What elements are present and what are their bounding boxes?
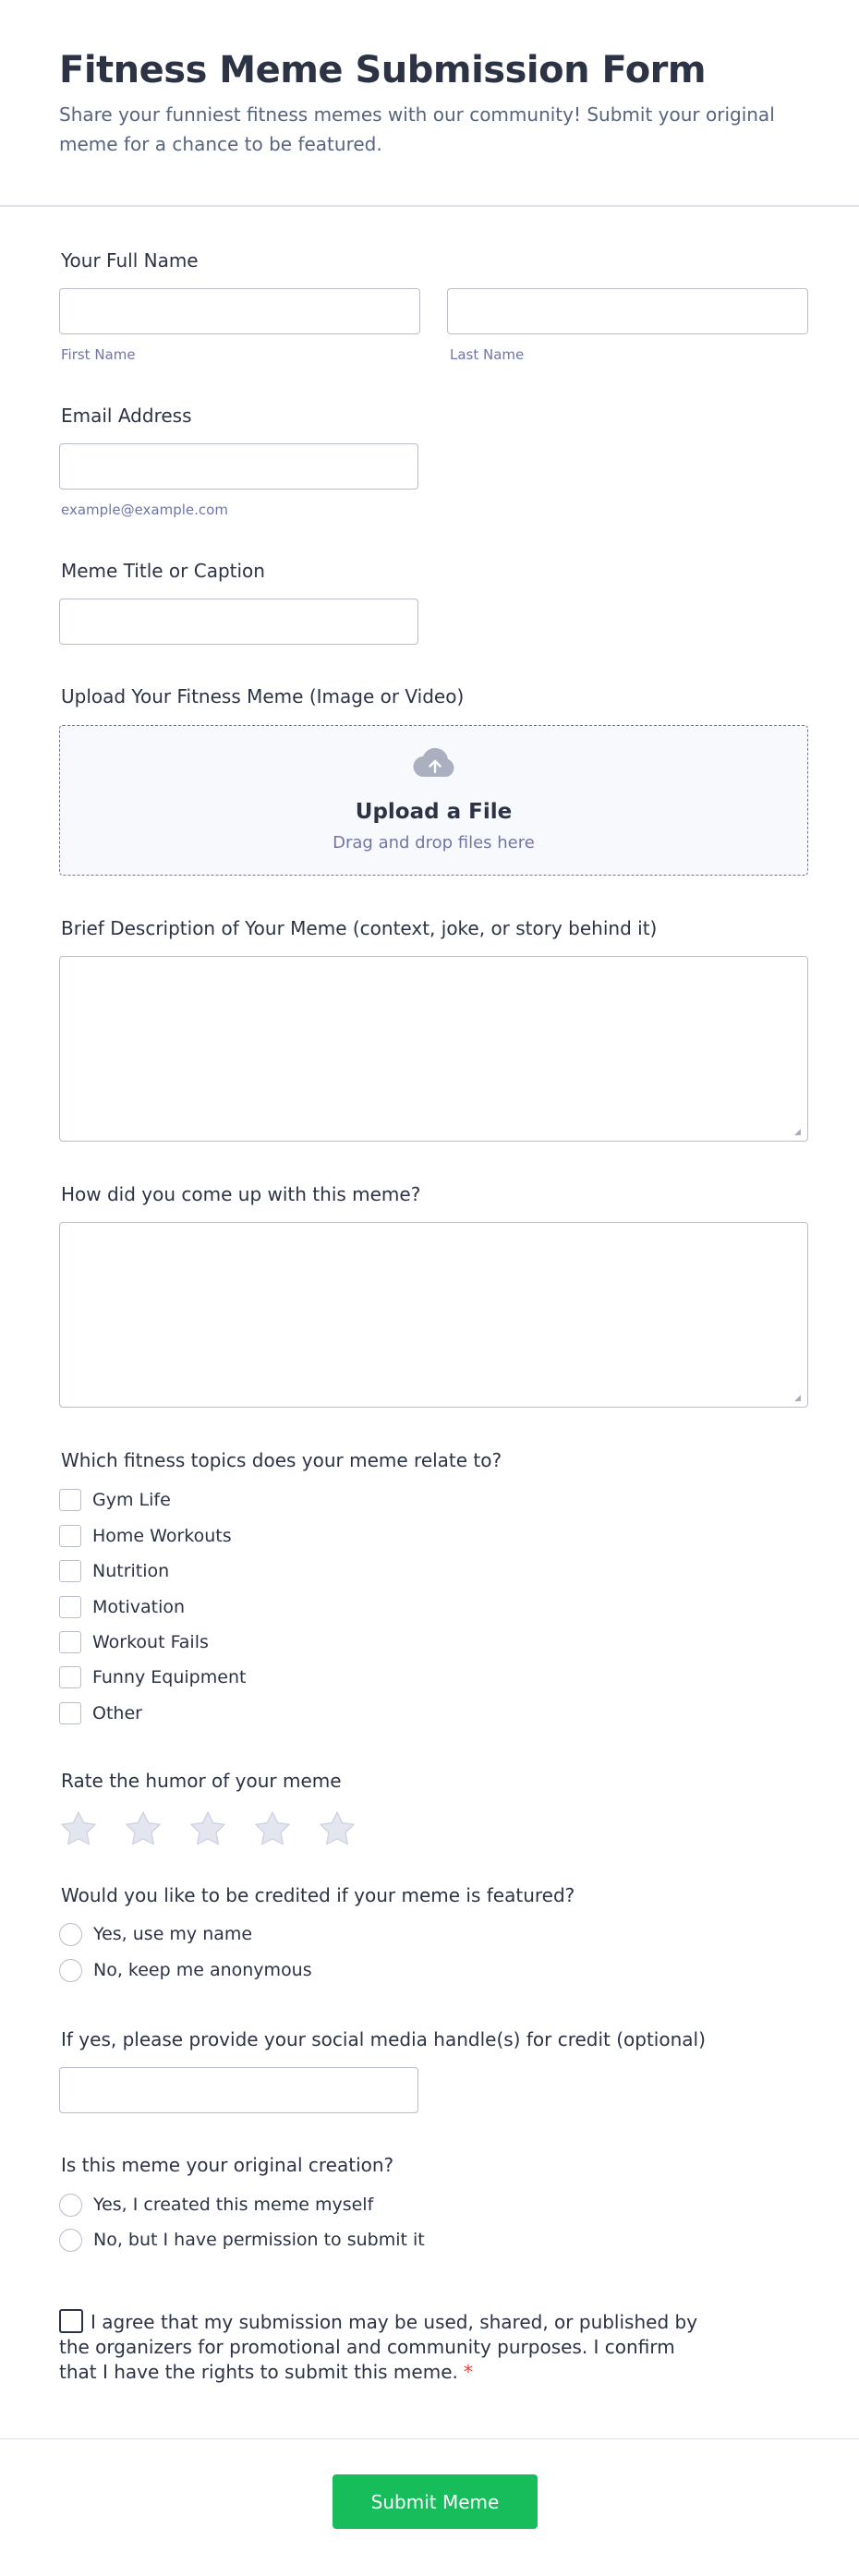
origin-story-label: How did you come up with this meme? <box>61 1183 421 1205</box>
consent-checkbox[interactable] <box>59 2309 83 2333</box>
full-name-label: Your Full Name <box>61 249 199 272</box>
submit-button[interactable]: Submit Meme <box>333 2474 538 2529</box>
original-option-label: Yes, I created this meme myself <box>93 2195 374 2215</box>
topic-label: Other <box>92 1703 142 1723</box>
consent-agreement[interactable] <box>59 2309 706 2385</box>
rating-label: Rate the humor of your meme <box>61 1770 342 1792</box>
radio-button[interactable] <box>59 2194 82 2217</box>
checkbox[interactable] <box>59 1560 81 1582</box>
topic-option-workout-fails[interactable] <box>59 1630 209 1654</box>
star-icon[interactable] <box>59 1810 98 1847</box>
social-handle-input[interactable] <box>59 2067 418 2113</box>
original-option-yes[interactable] <box>59 2193 373 2217</box>
topics-label: Which fitness topics does your meme relate to? <box>61 1449 502 1471</box>
consent-text: I agree that my submission may be used, shared, or published by the organizers for promotional and community purposes. I confirm that I have the rights to submit this meme. <box>59 2311 698 2383</box>
star-icon[interactable] <box>318 1810 357 1847</box>
topic-option-funny-equipment[interactable] <box>59 1665 246 1689</box>
form-header <box>0 0 859 207</box>
upload-hint: Drag and drop files here <box>333 833 535 853</box>
topic-option-other[interactable] <box>59 1701 142 1725</box>
topic-label: Workout Fails <box>92 1632 209 1652</box>
required-mark: * <box>463 2361 473 2383</box>
topic-label: Motivation <box>92 1597 186 1617</box>
credit-option-label: No, keep me anonymous <box>93 1960 312 1980</box>
radio-button[interactable] <box>59 1959 82 1982</box>
meme-title-label: Meme Title or Caption <box>61 560 265 582</box>
checkbox[interactable] <box>59 1702 81 1724</box>
email-input[interactable] <box>59 443 418 490</box>
social-handle-label: If yes, please provide your social media handle(s) for credit (optional) <box>61 2028 706 2050</box>
topic-option-home-workouts[interactable] <box>59 1524 232 1548</box>
topic-option-nutrition[interactable] <box>59 1559 169 1583</box>
original-option-label: No, but I have permission to submit it <box>93 2230 425 2250</box>
cloud-upload-icon <box>413 746 457 780</box>
checkbox[interactable] <box>59 1489 81 1511</box>
resize-handle-icon[interactable]: ◢ <box>794 1394 801 1403</box>
email-sublabel: example@example.com <box>61 502 228 518</box>
form-footer <box>0 2438 859 2576</box>
upload-label: Upload Your Fitness Meme (Image or Video) <box>61 685 465 707</box>
radio-button[interactable] <box>59 2229 82 2252</box>
checkbox[interactable] <box>59 1631 81 1653</box>
upload-title: Upload a File <box>355 800 513 824</box>
credit-option-yes[interactable] <box>59 1922 252 1946</box>
topic-option-gym-life[interactable] <box>59 1488 171 1512</box>
topic-label: Funny Equipment <box>92 1667 247 1687</box>
meme-title-input[interactable] <box>59 599 418 645</box>
file-upload-dropzone[interactable] <box>59 725 808 876</box>
first-name-input[interactable] <box>59 288 420 334</box>
star-icon[interactable] <box>124 1810 163 1847</box>
resize-handle-icon[interactable]: ◢ <box>794 1128 801 1137</box>
credit-label: Would you like to be credited if your meme is featured? <box>61 1884 575 1906</box>
description-textarea[interactable] <box>59 956 808 1142</box>
star-icon[interactable] <box>253 1810 292 1847</box>
topic-label: Nutrition <box>92 1561 170 1581</box>
credit-option-no[interactable] <box>59 1958 312 1982</box>
original-label: Is this meme your original creation? <box>61 2154 394 2176</box>
description-label: Brief Description of Your Meme (context, joke, or story behind it) <box>61 917 658 939</box>
last-name-sublabel: Last Name <box>450 346 525 363</box>
form-subtitle: Share your funniest fitness memes with our community! Submit your original meme for a chance to be featured. <box>59 103 775 155</box>
checkbox[interactable] <box>59 1666 81 1688</box>
checkbox[interactable] <box>59 1525 81 1547</box>
topic-label: Gym Life <box>92 1490 171 1510</box>
credit-option-label: Yes, use my name <box>93 1924 253 1944</box>
topic-option-motivation[interactable] <box>59 1595 185 1619</box>
star-rating[interactable] <box>59 1810 382 1847</box>
first-name-sublabel: First Name <box>61 346 136 363</box>
form-title: Fitness Meme Submission Form <box>59 49 707 91</box>
star-icon[interactable] <box>188 1810 227 1847</box>
email-label: Email Address <box>61 405 192 427</box>
origin-story-textarea[interactable] <box>59 1222 808 1408</box>
checkbox[interactable] <box>59 1596 81 1618</box>
radio-button[interactable] <box>59 1923 82 1946</box>
last-name-input[interactable] <box>447 288 808 334</box>
topic-label: Home Workouts <box>92 1526 232 1546</box>
original-option-permission[interactable] <box>59 2228 425 2252</box>
